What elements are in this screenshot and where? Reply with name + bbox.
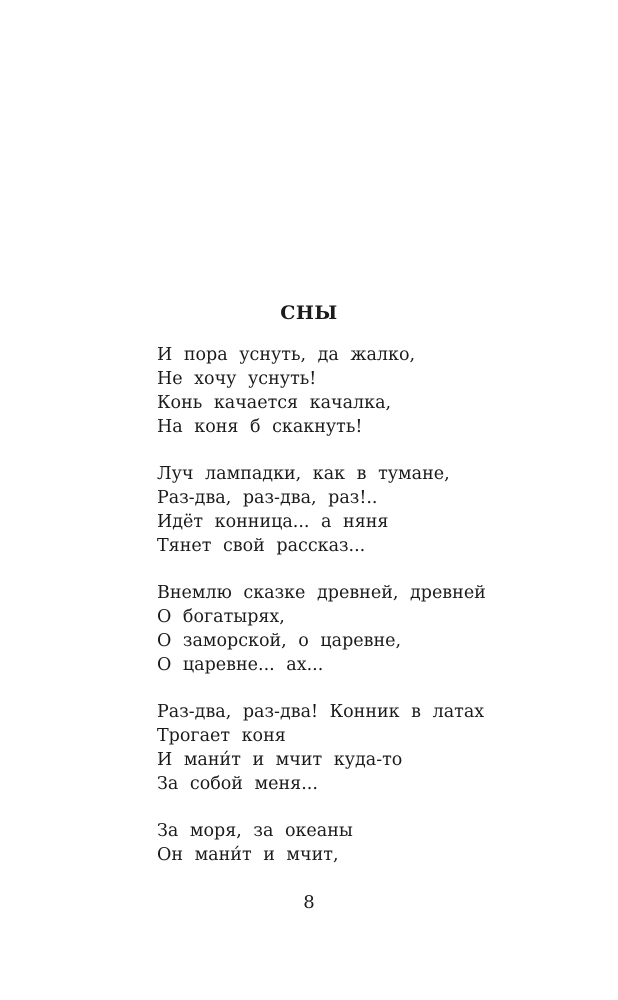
poem-line: Он мани́т и мчит,	[157, 845, 339, 865]
poem-line: За собой меня...	[157, 774, 318, 794]
poem-line: О царевне... ах...	[157, 655, 324, 675]
poem-line: За моря, за океаны	[157, 821, 353, 841]
poem-line: Тянет свой рассказ...	[157, 536, 366, 556]
poem-line: Идёт конница... а няня	[157, 512, 389, 532]
page-number: 8	[303, 892, 315, 913]
poem-line: И мани́т и мчит куда-то	[157, 750, 403, 770]
poem-line: Луч лампадки, как в тумане,	[157, 464, 450, 484]
poem-line: И пора уснуть, да жалко,	[157, 345, 416, 365]
poem-line: О заморской, о царевне,	[157, 631, 402, 651]
stanza-1	[157, 343, 577, 439]
stanza-3	[157, 581, 577, 677]
poem-line: Конь качается качалка,	[157, 393, 392, 413]
stanza-5	[157, 819, 577, 867]
stanza-2	[157, 462, 577, 558]
poem-line: Внемлю сказке древней, древней	[157, 583, 486, 603]
poem-body	[157, 343, 577, 867]
poem-line: Не хочу уснуть!	[157, 369, 317, 389]
poem-line: На коня б скакнуть!	[157, 417, 363, 437]
poem-line: Раз-два, раз-два, раз!..	[157, 488, 378, 508]
poem-title: СНЫ	[280, 302, 338, 324]
poem-line: О богатырях,	[157, 607, 285, 627]
stanza-4	[157, 700, 577, 796]
poem-line: Трогает коня	[157, 726, 286, 746]
poem-line: Раз-два, раз-два! Конник в латах	[157, 702, 485, 722]
